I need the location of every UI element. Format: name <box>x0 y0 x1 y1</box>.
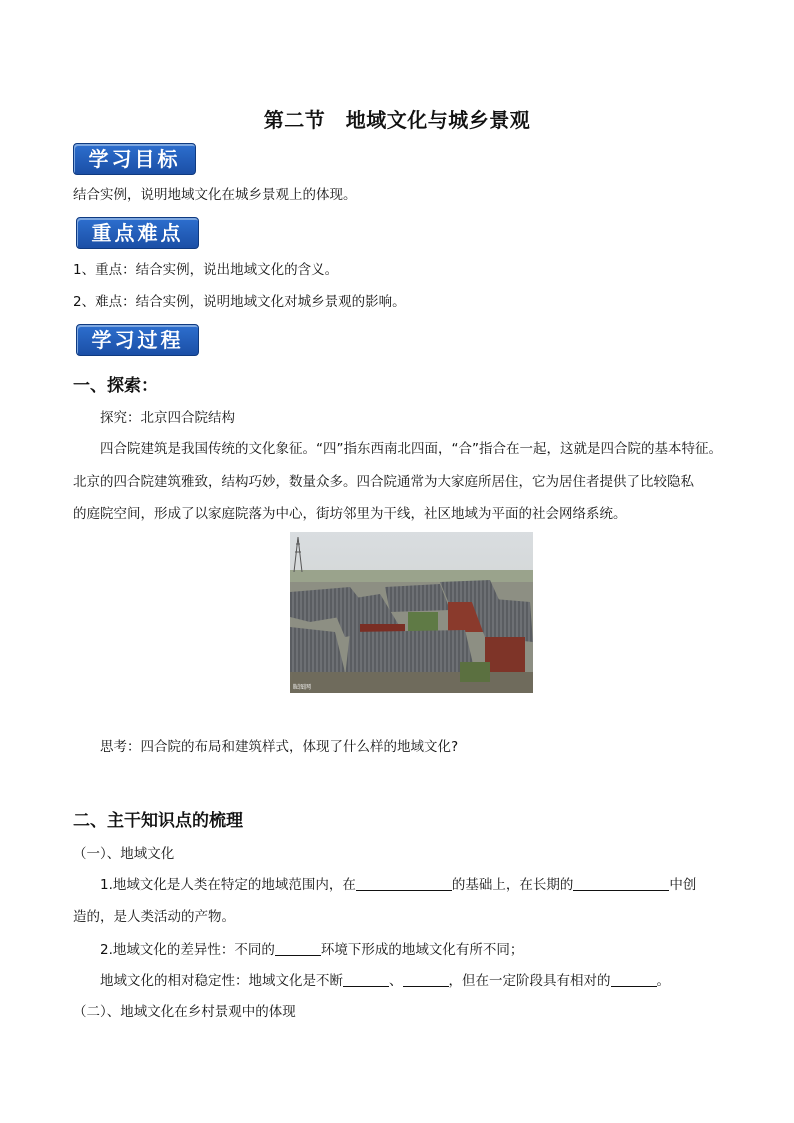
fill-blank[interactable] <box>356 876 452 891</box>
image-watermark: 昵图网 <box>293 684 312 691</box>
fill-blank[interactable] <box>611 972 657 987</box>
keypoints-badge: 重点难点 <box>76 217 199 249</box>
explore-para-line3: 的庭院空间，形成了以家庭院落为中心，街坊邻里为干线，社区地域为平面的社会网络系统。 <box>73 506 627 522</box>
item-3-text-c: ，但在一定阶段具有相对的 <box>448 973 611 989</box>
item-3-text-a: 地域文化的相对稳定性：地域文化是不断 <box>100 973 343 989</box>
item-1-text-a: 1.地域文化是人类在特定的地域范围内，在 <box>100 877 356 893</box>
knowledge-heading: 二、主干知识点的梳理 <box>73 811 243 831</box>
item-2-text-b: 环境下形成的地域文化有所不同； <box>320 942 524 958</box>
think-question: 思考：四合院的布局和建筑样式，体现了什么样的地域文化? <box>100 739 459 755</box>
fill-blank[interactable] <box>573 876 669 891</box>
item-2-text-a: 2.地域文化的差异性：不同的 <box>100 942 275 958</box>
subsection-1: （一）、地域文化 <box>73 846 175 862</box>
explore-para-line2: 北京的四合院建筑雅致，结构巧妙，数量众多。四合院通常为大家庭所居住，它为居住者提供了比较隐私 <box>73 474 694 490</box>
siheyuan-photo <box>290 532 533 693</box>
item-3-text-d: 。 <box>656 973 670 989</box>
objectives-text: 结合实例，说明地域文化在城乡景观上的体现。 <box>73 187 357 203</box>
fill-blank[interactable] <box>275 941 321 956</box>
item-1-line2: 造的，是人类活动的产物。 <box>73 909 235 925</box>
explore-heading: 一、探索： <box>73 376 158 396</box>
fill-blank[interactable] <box>343 972 389 987</box>
subsection-2: （二）、地域文化在乡村景观中的体现 <box>73 1004 296 1020</box>
process-badge: 学习过程 <box>76 324 199 356</box>
explore-subtitle: 探究：北京四合院结构 <box>100 410 235 426</box>
courtyard-illustration <box>290 532 533 693</box>
item-2 <box>100 940 523 960</box>
explore-para-line1: 四合院建筑是我国传统的文化象征。“四”指东西南北四面，“合”指合在一起，这就是四合院的基本特征。 <box>100 441 722 457</box>
item-3-text-b: 、 <box>389 973 403 989</box>
fill-blank[interactable] <box>403 972 449 987</box>
item-3 <box>100 971 670 991</box>
item-1-text-b: 的基础上，在长期的 <box>451 877 574 893</box>
item-1-text-c: 中创 <box>669 877 697 893</box>
keypoint-2: 2、难点：结合实例，说明地域文化对城乡景观的影响。 <box>73 294 406 310</box>
item-1-line1 <box>100 875 696 895</box>
keypoint-1: 1、重点：结合实例，说出地域文化的含义。 <box>73 262 339 278</box>
page-title: 第二节 地域文化与城乡景观 <box>263 108 531 132</box>
objectives-badge: 学习目标 <box>73 143 196 175</box>
